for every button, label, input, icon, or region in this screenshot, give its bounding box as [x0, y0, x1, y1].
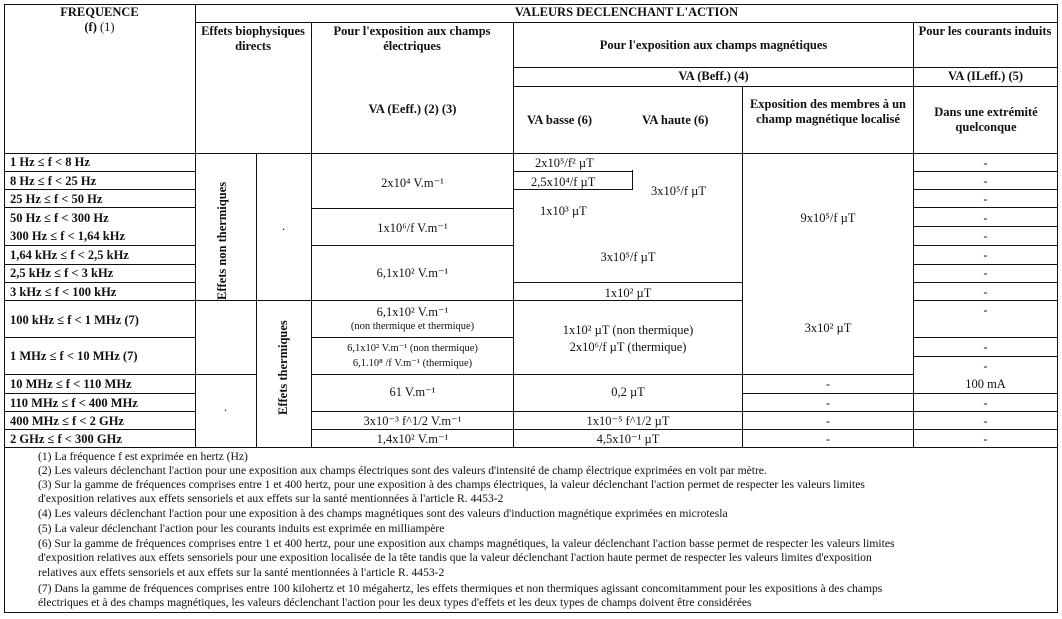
footnote-4: (4) Les valeurs déclenchant l'action pour une exposition à des champs magnétiques sont des valeurs d'induction magnétique exprimées en microtesla [38, 507, 728, 520]
electric-exposure-header: Pour l'exposition aux champs électriques [333, 24, 491, 53]
magnetic-value-6b: 2x10⁶/f µT (thermique) [569, 340, 687, 354]
footnote-6-cont-2: relatives aux effets sensoriels et aux effets sur la santé mentionnées à l'article R. 4453-2 [38, 566, 445, 579]
freq-row-3: 25 Hz ≤ f < 50 Hz [10, 192, 103, 206]
freq-row-6: 1,64 kHz ≤ f < 2,5 kHz [10, 248, 129, 262]
current-dash-12: - [983, 396, 988, 410]
freq-row-4: 50 Hz ≤ f < 300 Hz [10, 211, 109, 225]
electric-value-4: 6,1x10² V.m⁻¹ [376, 305, 449, 319]
any-extremity-header: Dans une extrémité quelconque [934, 105, 1038, 134]
current-dash-1: - [983, 156, 988, 170]
freq-row-8: 3 kHz ≤ f < 100 kHz [10, 285, 117, 299]
magnetic-low-3: 1x10³ µT [540, 204, 587, 218]
electric-value-6: 61 V.m⁻¹ [389, 385, 436, 399]
magnetic-exposure-header: Pour l'exposition aux champs magnétiques [599, 38, 828, 52]
action-values-header: VALEURS DECLENCHANT L'ACTION [514, 5, 739, 19]
non-thermal-effects-label: Effets non thermiques [215, 181, 229, 300]
footnote-3: (3) Sur la gamme de fréquences comprises entre 1 et 400 hertz, pour une exposition à des champs électriques, la valeur déclenchant l'action permet de respecter les valeurs limites [38, 478, 865, 491]
effects-placeholder-mark: . [282, 219, 286, 233]
current-dash-14: - [983, 432, 988, 446]
magnetic-high-1: 3x10⁵/f µT [651, 184, 706, 198]
va-high-header: VA haute (6) [642, 113, 709, 127]
limb-dash-3: - [825, 414, 831, 428]
freq-row-5: 300 Hz ≤ f < 1,64 kHz [10, 229, 126, 243]
current-value-100ma: 100 mA [965, 377, 1006, 391]
freq-row-12: 110 MHz ≤ f < 400 MHz [10, 396, 138, 410]
limb-value-2: 3x10² µT [804, 321, 852, 335]
footnote-7-cont: électriques et à des champs magnétiques, les valeurs déclenchant l'action pour les deux types d'effets et les deux types de champs doivent être considérées [38, 596, 752, 609]
current-dash-8: - [983, 285, 988, 299]
current-dash-2: - [983, 174, 988, 188]
current-dash-6: - [983, 248, 988, 262]
current-dash-4: - [983, 211, 988, 225]
frequency-symbol: (f) [84, 20, 97, 34]
va-low-header: VA basse (6) [527, 113, 593, 127]
magnetic-value-6a: 1x10² µT (non thermique) [562, 323, 694, 337]
current-dash-5: - [983, 229, 988, 243]
footnote-2: (2) Les valeurs déclenchant l'action pour une exposition aux champs électriques sont des valeurs d'intensité de champ électrique exprimées en volt par mètre. [38, 464, 767, 477]
limb-dash-1: - [825, 377, 831, 391]
electric-value-4-note: (non thermique et thermique) [350, 321, 475, 332]
biophysical-effects-header: Effets biophysiques directs [201, 24, 305, 53]
footnote-1: (1) La fréquence f est exprimée en hertz (Hz) [38, 450, 248, 463]
va-b-header: VA (Beff.) (4) [678, 69, 749, 83]
footnote-6-cont-1: d'exposition relatives aux effets sensoriels pour une exposition localisée de la tête tandis que la valeur déclenchant l'action haute permet de respecter les valeurs limites d'exposition [38, 551, 872, 564]
magnetic-value-8: 1x10⁻⁵ f^1/2 µT [586, 414, 670, 428]
freq-row-2: 8 Hz ≤ f < 25 Hz [10, 174, 97, 188]
freq-row-13: 400 MHz ≤ f < 2 GHz [10, 414, 124, 428]
electric-value-5a: 6,1x10² V.m⁻¹ (non thermique) [347, 343, 478, 354]
frequency-note-ref: (1) [100, 20, 115, 34]
frequency-header: FREQUENCE [60, 5, 139, 19]
va-i-header: VA (ILeff.) (5) [947, 69, 1024, 83]
magnetic-low-2: 2,5x10⁴/f µT [531, 175, 596, 189]
footnote-7: (7) Dans la gamme de fréquences comprises entre 100 kilohertz et 10 mégahertz, les effets thermiques et non thermiques agissant concomitamment pour les expositions à des champs [38, 582, 883, 595]
induced-current-header: Pour les courants induits [918, 24, 1052, 38]
electric-value-1: 2x10⁴ V.m⁻¹ [381, 176, 444, 190]
freq-row-14: 2 GHz ≤ f < 300 GHz [10, 432, 122, 446]
magnetic-value-9: 4,5x10⁻¹ µT [596, 432, 660, 446]
freq-row-11: 10 MHz ≤ f < 110 MHz [10, 377, 132, 391]
limb-dash-4: - [825, 432, 831, 446]
freq-row-9: 100 kHz ≤ f < 1 MHz (7) [10, 313, 139, 327]
electric-value-5b: 6,1.10⁸ /f V.m⁻¹ (thermique) [352, 358, 473, 369]
freq-row-1: 1 Hz ≤ f < 8 Hz [10, 155, 90, 169]
current-dash-13: - [983, 414, 988, 428]
frequency-symbol-header [4, 20, 195, 35]
current-dash-9: - [983, 303, 988, 317]
footnote-6: (6) Sur la gamme de fréquences comprises entre 1 et 400 hertz, pour une exposition aux champs magnétiques, la valeur déclenchant l'action basse permet de respecter les valeurs limites [38, 537, 895, 550]
current-dash-7: - [983, 266, 988, 280]
current-dash-11: - [983, 359, 988, 373]
current-dash-10: - [983, 340, 988, 354]
magnetic-low-1: 2x10⁵/f² µT [535, 156, 594, 170]
magnetic-value-5: 1x10² µT [604, 286, 652, 300]
magnetic-value-4: 3x10⁵/f µT [600, 250, 656, 264]
va-e-header: VA (Eeff.) (2) (3) [368, 102, 457, 116]
electric-value-8: 1,4x10² V.m⁻¹ [376, 432, 449, 446]
freq-row-7: 2,5 kHz ≤ f < 3 kHz [10, 266, 114, 280]
footnote-5: (5) La valeur déclenchant l'action pour les courants induits est exprimée en milliampère [38, 522, 445, 535]
electric-value-2: 1x10⁶/f V.m⁻¹ [377, 221, 448, 235]
limb-exposure-header: Exposition des membres à un champ magnétique localisé [749, 97, 907, 126]
limb-value-1: 9x10⁵/f µT [800, 211, 856, 225]
thermal-effects-label: Effets thermiques [276, 320, 290, 415]
current-dash-3: - [983, 192, 988, 206]
footnote-3-cont: d'exposition relatives aux effets sensoriels et aux effets sur la santé mentionnées à l'article R. 4453-2 [38, 492, 504, 505]
limb-dash-2: - [825, 396, 831, 410]
effects-placeholder-mark-2: . [224, 400, 228, 414]
magnetic-value-7: 0,2 µT [611, 385, 645, 399]
freq-row-10: 1 MHz ≤ f < 10 MHz (7) [10, 349, 138, 363]
electric-value-7: 3x10⁻³ f^1/2 V.m⁻¹ [363, 414, 462, 428]
electric-value-3: 6,1x10² V.m⁻¹ [376, 266, 449, 280]
